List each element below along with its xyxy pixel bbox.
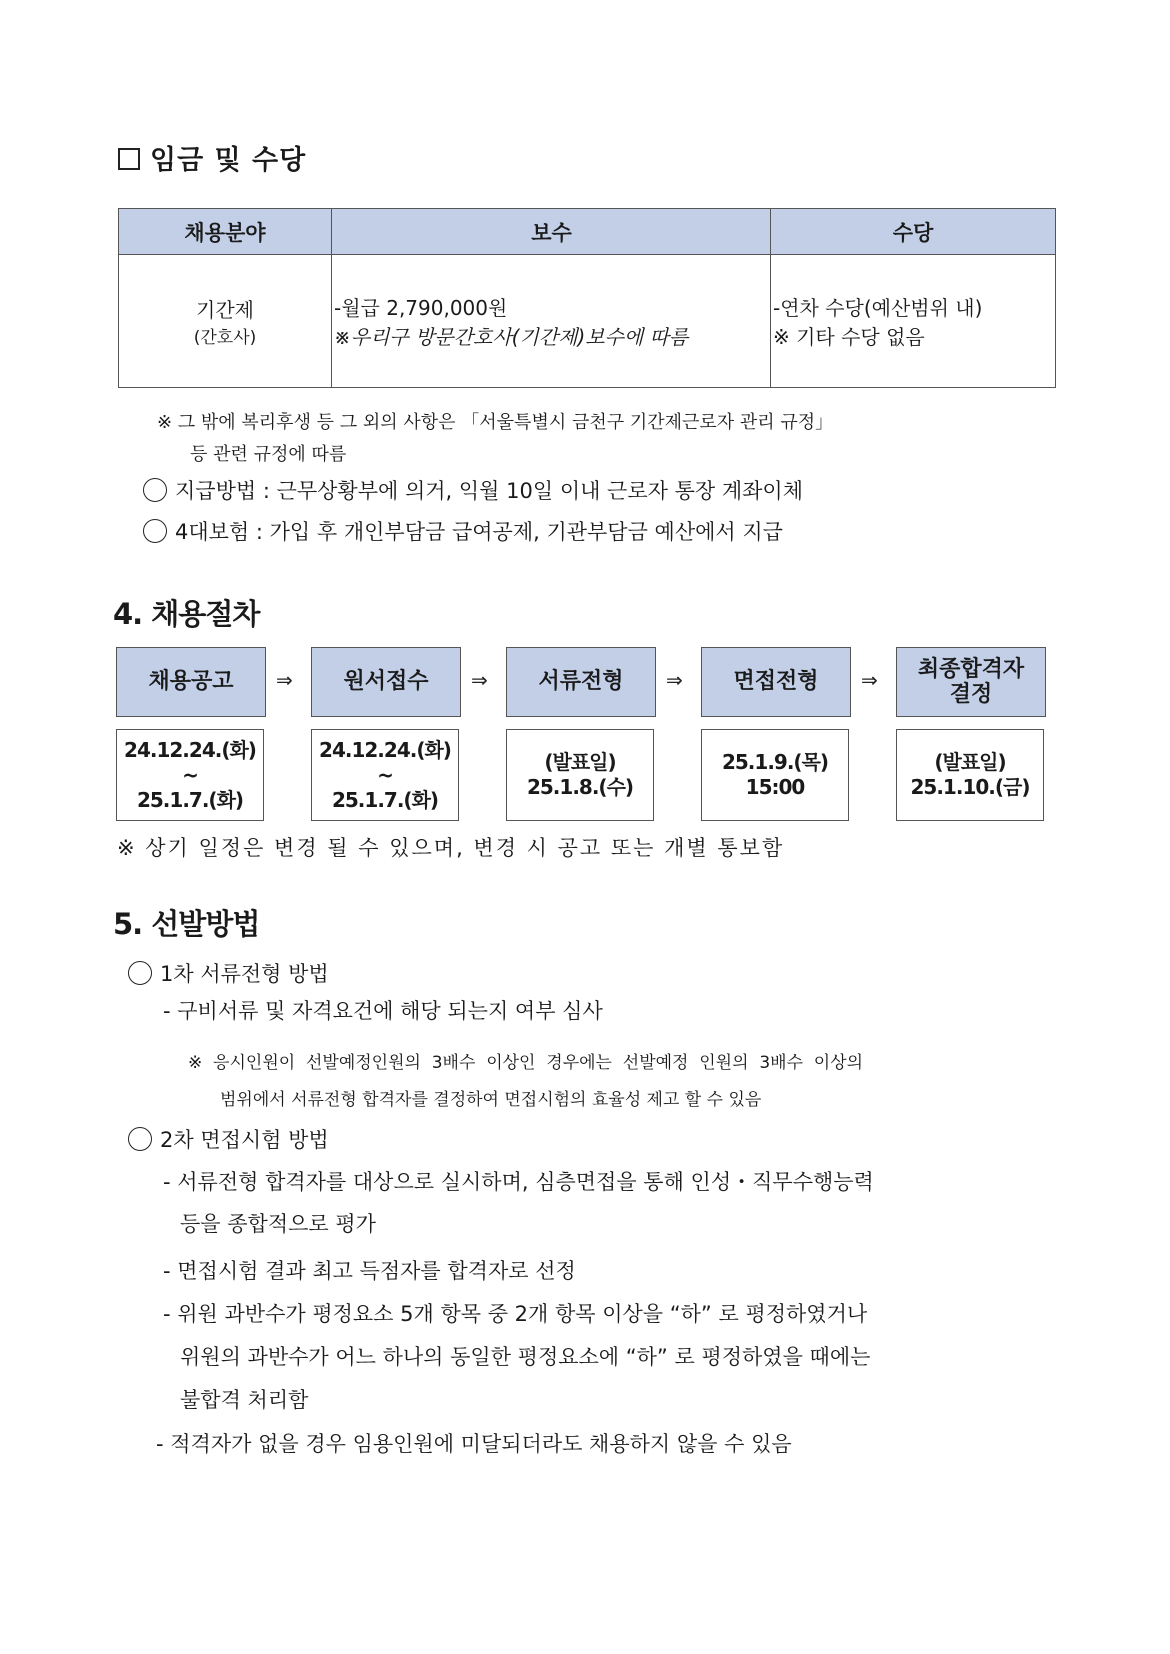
step-label-line2: 결정: [949, 682, 993, 707]
first-round-note-line2: 범위에서 서류전형 합격자를 결정하여 면접시험의 효율성 제고 할 수 있음: [220, 1090, 762, 1110]
field-sub: (간호사): [193, 328, 257, 348]
date-end: 25.1.7.(화): [331, 787, 439, 812]
circle-bullet-icon: [143, 478, 167, 502]
second-round-item1-line1: - 서류전형 합격자를 대상으로 실시하며, 심층면접을 통해 인성・직무수행능력: [163, 1170, 874, 1194]
second-round-heading-text: 2차 면접시험 방법: [160, 1128, 329, 1152]
wage-note-line1: ※ 그 밖에 복리후생 등 그 외의 사항은 「서울특별시 금천구 기간제근로자 관리 규정」: [157, 412, 834, 433]
date-end: 25.1.7.(화): [136, 787, 244, 812]
step-final-decision: [896, 647, 1046, 717]
wage-section-title: [118, 138, 306, 177]
step-document-screening: [506, 647, 656, 717]
arrow-right-icon: ⇒: [666, 668, 683, 692]
checkbox-square-icon: [118, 148, 140, 170]
circle-bullet-icon: [143, 519, 167, 543]
insurance-text: 4대보험 : 가입 후 개인부담금 급여공제, 기관부담금 예산에서 지급: [175, 520, 783, 544]
step-date-announcement: [116, 729, 264, 821]
procedure-section-title: 4. 채용절차: [113, 597, 260, 631]
time-value: 15:00: [745, 775, 805, 799]
wage-table: [118, 208, 1056, 388]
step-label: 원서접수: [343, 669, 429, 695]
circle-bullet-icon: [128, 961, 152, 985]
wage-section-title-text: 임금 및 수당: [150, 145, 307, 176]
second-round-item3-line1: - 위원 과반수가 평정요소 5개 항목 중 2개 항목 이상을 “하” 로 평정하였거나: [163, 1302, 868, 1326]
first-round-note-line1: ※ 응시인원이 선발예정인원의 3배수 이상인 경우에는 선발예정 인원의 3배수 이상의: [188, 1053, 864, 1073]
step-label: 면접전형: [733, 669, 819, 695]
column-header-pay: 보수: [332, 209, 771, 255]
first-round-item: - 구비서류 및 자격요건에 해당 되는지 여부 심사: [163, 999, 603, 1023]
table-header-row: [119, 209, 1056, 255]
date-start: 24.12.24.(화): [319, 737, 451, 762]
selection-section-title: 5. 선발방법: [113, 907, 260, 941]
payment-method-text: 지급방법 : 근무상황부에 의거, 익월 10일 이내 근로자 통장 계좌이체: [175, 479, 803, 503]
step-date-interview: [701, 729, 849, 821]
insurance-item: [143, 516, 783, 546]
date-label: (발표일): [544, 750, 616, 774]
arrow-right-icon: ⇒: [471, 668, 488, 692]
date-value: 25.1.8.(수): [526, 775, 634, 799]
column-header-allowance: 수당: [771, 209, 1056, 255]
step-label: 채용공고: [148, 669, 234, 695]
second-round-item1-line2: 등을 종합적으로 평가: [180, 1212, 376, 1236]
second-round-item4: - 적격자가 없을 경우 임용인원에 미달되더라도 채용하지 않을 수 있음: [156, 1432, 792, 1456]
first-round-heading: [128, 958, 329, 988]
date-range-sep: ~: [377, 762, 393, 787]
second-round-item3-line2: 위원의 과반수가 어느 하나의 동일한 평정요소에 “하” 로 평정하였을 때에는: [180, 1345, 871, 1369]
arrow-right-icon: ⇒: [861, 668, 878, 692]
circle-bullet-icon: [128, 1127, 152, 1151]
step-announcement: [116, 647, 266, 717]
cell-allowance: [771, 255, 1056, 388]
date-start: 24.12.24.(화): [124, 737, 256, 762]
pay-note: ※우리구 방문간호사(기간제)보수에 따름: [334, 325, 689, 349]
date-value: 25.1.9.(목): [721, 750, 829, 774]
date-range-sep: ~: [182, 762, 198, 787]
second-round-heading: [128, 1124, 329, 1154]
field-name: 기간제: [196, 298, 254, 322]
allowance-note: ※ 기타 수당 없음: [773, 325, 925, 349]
step-date-application: [311, 729, 459, 821]
step-application: [311, 647, 461, 717]
first-round-heading-text: 1차 서류전형 방법: [160, 962, 329, 986]
step-interview: [701, 647, 851, 717]
date-value: 25.1.10.(금): [910, 775, 1030, 799]
step-date-document-screening: [506, 729, 654, 821]
cell-field: [119, 255, 332, 388]
step-label: 서류전형: [538, 669, 624, 695]
arrow-right-icon: ⇒: [276, 668, 293, 692]
allowance-line: -연차 수당(예산범위 내): [773, 296, 983, 320]
step-date-final-decision: [896, 729, 1044, 821]
column-header-field: 채용분야: [119, 209, 332, 255]
table-row: [119, 255, 1056, 388]
wage-note-line2: 등 관련 규정에 따름: [190, 444, 347, 465]
date-label: (발표일): [934, 750, 1006, 774]
procedure-note: ※ 상기 일정은 변경 될 수 있으며, 변경 시 공고 또는 개별 통보함: [117, 836, 785, 860]
step-label-line1: 최종합격자: [917, 656, 1025, 682]
payment-method-item: [143, 475, 803, 505]
second-round-item3-line3: 불합격 처리함: [180, 1388, 309, 1412]
second-round-item2: - 면접시험 결과 최고 득점자를 합격자로 선정: [163, 1259, 576, 1283]
cell-pay: [332, 255, 771, 388]
pay-amount: -월급 2,790,000원: [334, 296, 508, 320]
